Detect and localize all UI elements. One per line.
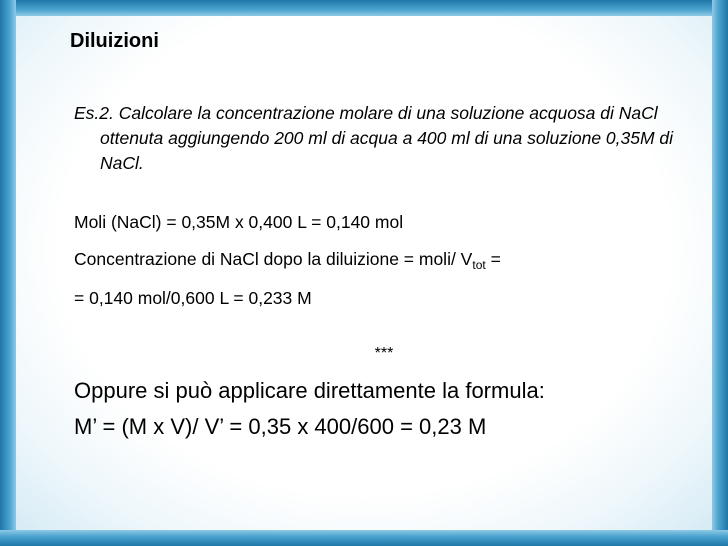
section-separator: *** [374, 345, 394, 362]
concentration-formula-text: Concentrazione di NaCl dopo la diluizione = moli/ V [74, 249, 473, 269]
exercise-text: Es.2. Calcolare la concentrazione molare di una soluzione acquosa di NaCl ottenuta aggiungendo 200 ml di acqua a 400 ml di una soluzione 0,35M di NaCl. [74, 103, 674, 173]
concentration-result: = 0,140 mol/0,600 L = 0,233 M [74, 288, 312, 308]
v-tot-subscript: tot [472, 258, 486, 272]
slide-content-area [16, 16, 712, 530]
slide-border-left [0, 0, 16, 546]
dilution-formula: M’ = (M x V)/ V’ = 0,35 x 400/600 = 0,23 M [74, 414, 487, 439]
slide-border-bottom [0, 530, 728, 546]
alternative-intro: Oppure si può applicare direttamente la formula: [74, 378, 545, 403]
concentration-formula [74, 249, 501, 272]
concentration-formula-equals: = [485, 249, 501, 269]
slide-border-top [0, 0, 728, 16]
slide-border-right [712, 0, 728, 546]
moles-calculation: Moli (NaCl) = 0,35M x 0,400 L = 0,140 mol [74, 212, 404, 232]
slide-title: Diluizioni [70, 30, 159, 52]
